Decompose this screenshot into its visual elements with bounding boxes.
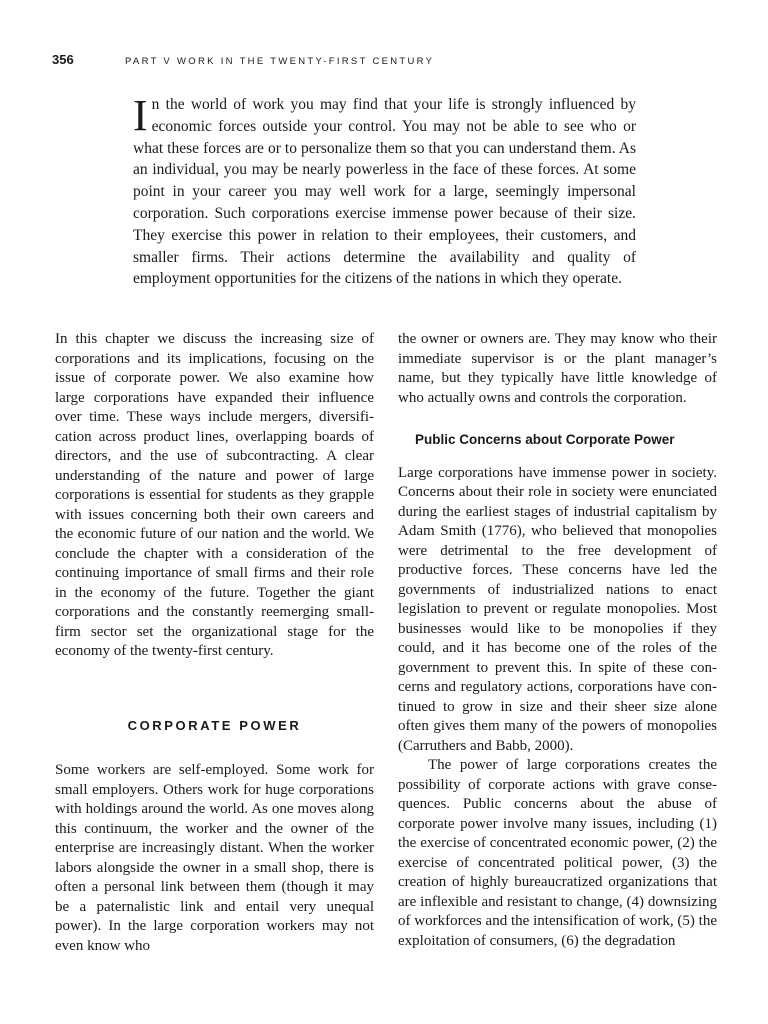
right-column bbox=[398, 330, 717, 951]
body-paragraph: the owner or owners are. They may know who their immediate supervisor is or the plant manager’s name, but they typically have little knowledge of who actually owns and controls the corporation. bbox=[398, 331, 717, 406]
body-paragraph: Large corporations have immense power in society. Concerns about their role in society were enunciated during the earliest stages of industrial capitalism by Adam Smith (1776), who believed that monopolies were detrimental to the free development of productive forces. These concerns have led the governments of industrialized nations to enact legislation to prevent or regulate monopolies. Most businesses would like to be monopolies if they could, and it has become one of the roles of the government to prevent this. In spite of these concerns and regulatory actions, corporations have continued to grow in size and their sheer size alone often gives them many of the powers of monopolies (Carruthers and Babb, 2000). bbox=[398, 464, 717, 754]
page-number: 356 bbox=[52, 52, 74, 67]
part-title: PART V WORK IN THE TWENTY-FIRST CENTURY bbox=[125, 56, 435, 67]
chapter-intro bbox=[133, 91, 636, 290]
intro-text: n the world of work you may find that your life is strongly influenced by economic forces outside your control. You may not be able to see who or what these forces are or to personalize them so that you can understand them. As an individual, you may be nearly powerless in the face of these forces. At some point in your career you may well work for a large, seemingly impersonal corporation. Such corporations exercise immense power because of their size. They exercise this power in relation to their employees, their customers, and smaller firms. Their actions determine the availability and quality of employment opportunities for the citizens of the nations in which they operate. bbox=[133, 96, 636, 288]
body-paragraph: In this chapter we discuss the increasing size of corporations and its implications, focusing on the issue of corporate power. We also examine how large corporations have expanded their influence over time. These ways include mergers, diversification across product lines, overlapping boards of directors, and the use of subcontracting. A clear understanding of the nature and power of large corporations is essential for students as they grapple with issues concerning both their own careers and the economic future of our nation and the world. We conclude the chapter with a consideration of the continuing importance of small firms and their role in the economy of the future. Together the giant corporations and the constantly reemerging small-firm sector set the organizational stage for the economy of the twenty-first century. bbox=[55, 331, 374, 659]
subsection-heading: Public Concerns about Corporate Power bbox=[415, 432, 675, 447]
body-paragraph: Some workers are self-employed. Some work for small employers. Others work for huge corporations with holdings around the world. As one moves along this continuum, the worker and the owner of the enterprise are increasingly distant. When the worker labors alongside the owner in a small shop, there is often a personal link between them (though it may be a paternalistic link and entail very unequal power). In the large corporation workers may not even know who bbox=[55, 762, 374, 954]
intro-paragraph bbox=[133, 91, 636, 290]
drop-cap: I bbox=[133, 91, 148, 140]
section-heading: CORPORATE POWER bbox=[127, 717, 302, 733]
running-head bbox=[52, 52, 716, 67]
left-column bbox=[55, 330, 374, 956]
body-paragraph: The power of large corporations creates the possibility of corporate actions with grave consequences. Public concerns about the abuse of corporate power involve many issues, including (1) the exercise of concentrated economic power, (2) the exercise of concentrated political power, (3) the creation of highly bureaucratized organizations that are inflexible and resistant to change, (4) downsizing of workforces and the intensification of work, (5) the exploitation of consumers, (6) the degradation bbox=[398, 757, 717, 949]
